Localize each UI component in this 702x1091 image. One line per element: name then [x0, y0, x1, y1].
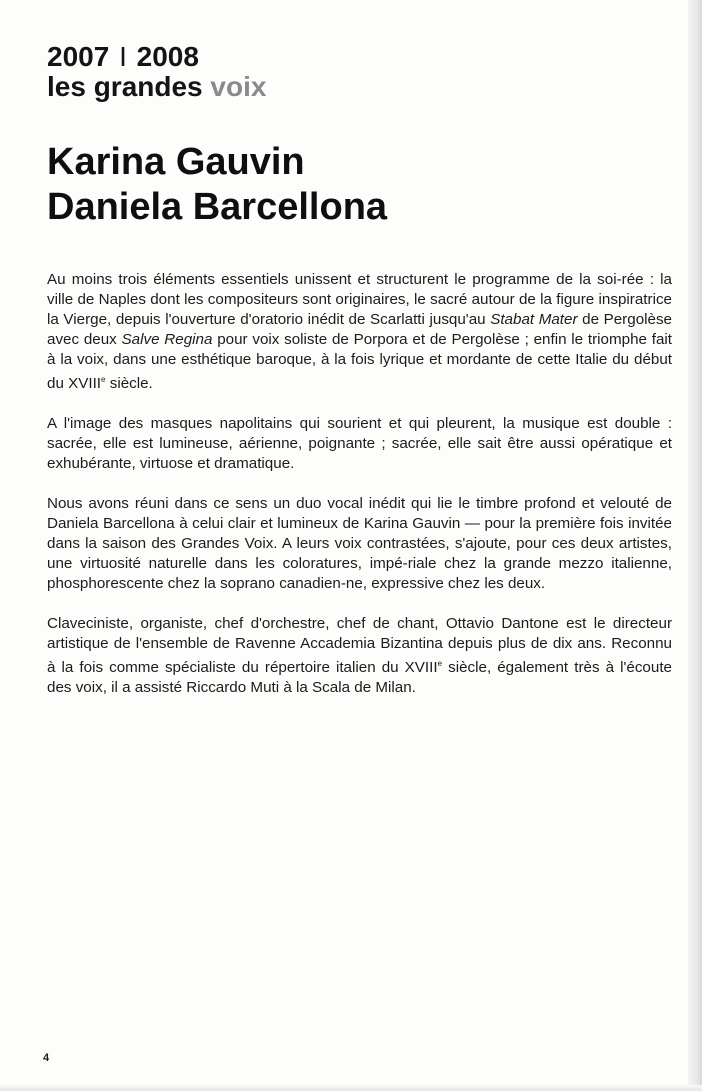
century-superscript: e [437, 659, 443, 669]
paragraph-1-text-c: pour voix soliste de Porpora et de Pergolèse ; enfin le triomphe fait à la voix, dans une esthétique baroque, à la fois lyrique et mordante de cette Italie du début du XVIII [47, 331, 672, 393]
paragraph-2: A l'image des masques napolitains qui sourient et qui pleurent, la musique est double : sacrée, elle est lumineuse, aérienne, poignante ; sacrée, elle sait être aussi opératique et exhubérante, virtuose et dramatique. [47, 415, 672, 473]
paragraph-1-text-b: de Pergolèse avec deux [47, 311, 672, 348]
season-header [47, 42, 266, 102]
artist-name-2: Daniela Barcellona [47, 186, 388, 228]
series-title-accent: voix [210, 71, 267, 102]
paragraph-4 [47, 614, 672, 698]
year-separator: I [119, 41, 127, 72]
scan-edge-shadow [688, 0, 702, 1091]
scan-edge-bottom [0, 1085, 702, 1091]
artist-name-1: Karina Gauvin [47, 141, 305, 183]
paragraph-1-text-d: siècle. [105, 375, 153, 393]
year-end: 2008 [136, 41, 199, 72]
work-title-salve-regina: Salve Regina [121, 331, 213, 348]
paragraph-1-text-a: Au moins trois éléments essentiels unissent et structurent le programme de la soi-rée : la ville de Naples dont les compositeurs sont originaires, le sacré autour de la figure inspiratrice la Vierge, depuis l'ouverture d'oratorio inédit de Scarlatti jusqu'au [47, 271, 672, 328]
series-title [47, 72, 266, 102]
series-title-main: les grandes [47, 71, 203, 102]
paragraph-4-text-b: siècle, également très à l'écoute des voix, il a assisté Riccardo Muti à la Scala de Milan. [47, 659, 672, 697]
paragraph-4-text-a: Claveciniste, organiste, chef d'orchestre, chef de chant, Ottavio Dantone est le directeur artistique de l'ensemble de Ravenne Accademia Bizantina depuis plus de dix ans. Reconnu à la fois comme spécialiste du répertoire italien du XVIII [47, 615, 672, 677]
artist-names [47, 140, 387, 230]
work-title-stabat-mater: Stabat Mater [490, 311, 578, 328]
century-superscript: e [101, 375, 106, 384]
season-years [47, 42, 266, 72]
year-start: 2007 [47, 41, 110, 72]
paragraph-3: Nous avons réuni dans ce sens un duo vocal inédit qui lie le timbre profond et velouté de Daniela Barcellona à celui clair et lumineux de Karina Gauvin — pour la première fois invitée dans la saison des Grandes Voix. A leurs voix contrastées, s'ajoute, pour ces deux artistes, une virtuosité naturelle dans les coloratures, impé-riale chez la grande mezzo italienne, phosphorescente chez la soprano canadien-ne, expressive chez les deux. [47, 495, 672, 593]
body-text [47, 270, 672, 718]
page-number: 4 [43, 1052, 50, 1064]
paragraph-1 [47, 270, 672, 394]
